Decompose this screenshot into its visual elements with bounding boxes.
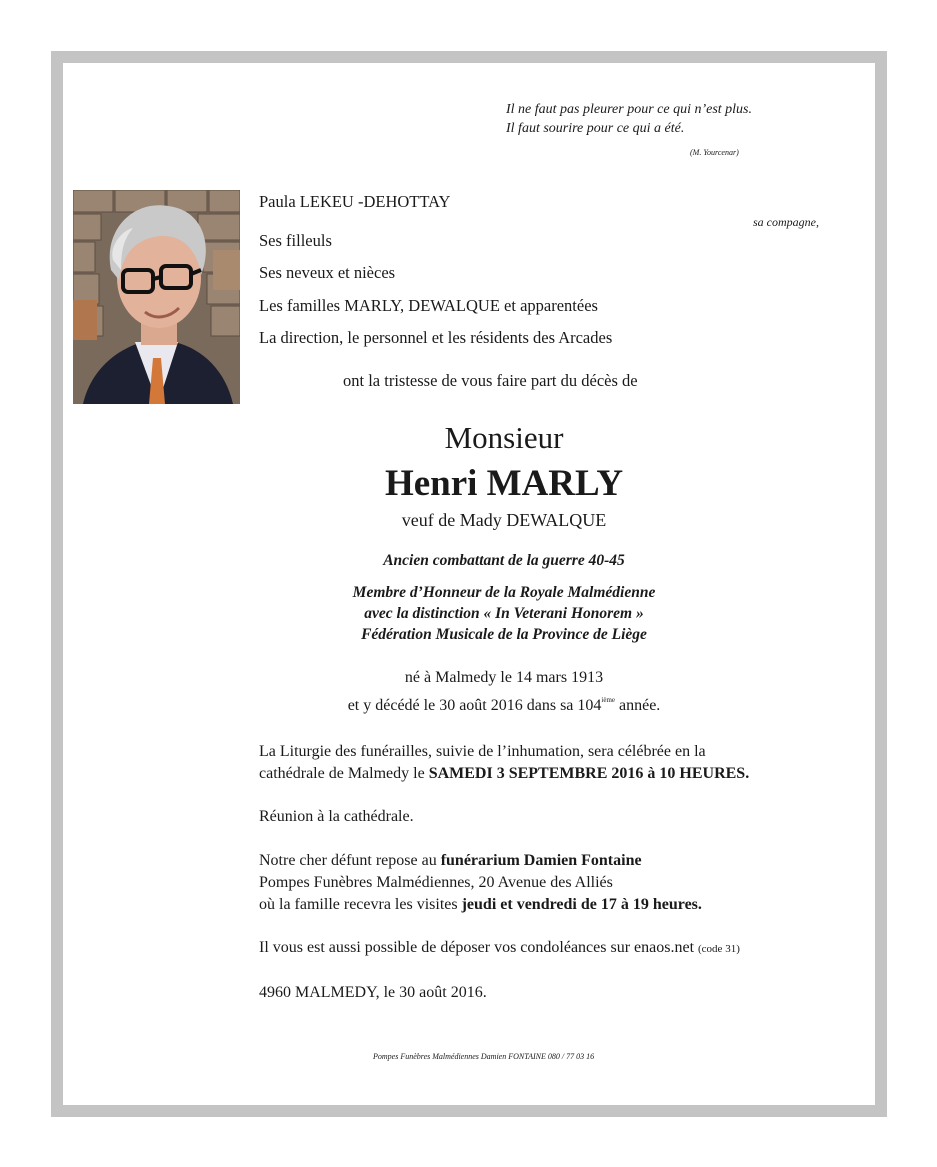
announcement-text: ont la tristesse de vous faire part du décès de <box>343 371 638 390</box>
funeral-line-2 <box>259 763 749 785</box>
condolences-code: (code 31) <box>698 943 740 955</box>
funerarium-intro: Notre cher défunt repose au <box>259 852 437 869</box>
death-date-text: et y décédé le 30 août 2016 dans sa 104 <box>347 697 602 714</box>
family-line-partner-note: sa compagne, <box>753 215 819 229</box>
funeral-date-time: SAMEDI 3 SEPTEMBRE 2016 à 10 HEURES. <box>428 765 750 782</box>
portrait-illustration <box>73 190 240 404</box>
condolences-text: Il vous est aussi possible de déposer vos condoléances sur enaos.net <box>259 939 695 956</box>
deceased-name: Henri MARLY <box>384 463 624 504</box>
birth-date: né à Malmedy le 14 mars 1913 <box>404 669 604 686</box>
deceased-spouse: veuf de Mady DEWALQUE <box>401 510 607 530</box>
honor-federation: Fédération Musicale de la Province de Liège <box>361 626 647 643</box>
meeting-text: Réunion à la cathédrale. <box>259 808 414 825</box>
death-date <box>254 689 754 717</box>
family-line-families: Les familles MARLY, DEWALQUE et apparentées <box>259 296 598 315</box>
condolences-line <box>259 937 740 960</box>
funerarium-name: funérarium Damien Fontaine <box>440 852 642 869</box>
honor-veteran: Ancien combattant de la guerre 40-45 <box>383 552 625 569</box>
deceased-title: Monsieur <box>444 420 564 455</box>
funerarium-line-3 <box>259 894 702 916</box>
visits-schedule: jeudi et vendredi de 17 à 19 heures. <box>461 896 702 913</box>
quote-line-1: Il ne faut pas pleurer pour ce qui n’est plus. <box>506 102 753 117</box>
place-date: 4960 MALMEDY, le 30 août 2016. <box>259 984 487 1001</box>
funeral-location: cathédrale de Malmedy le <box>259 765 425 782</box>
honor-distinction: avec la distinction « In Veterani Honorem » <box>364 605 644 622</box>
funeral-line-1: La Liturgie des funérailles, suivie de l’inhumation, sera célébrée en la <box>259 743 706 760</box>
funerarium-address: Pompes Funèbres Malmédiennes, 20 Avenue des Alliés <box>259 874 613 891</box>
visits-intro: où la famille recevra les visites <box>259 896 458 913</box>
family-line-nephews: Ses neveux et nièces <box>259 263 396 282</box>
quote-line-2: Il faut sourire pour ce qui a été. <box>506 121 685 136</box>
footer-funeral-home: Pompes Funèbres Malmédiennes Damien FONTAINE 080 / 77 03 16 <box>373 1052 595 1061</box>
honor-member: Membre d’Honneur de la Royale Malmédienne <box>352 584 656 601</box>
portrait-photo <box>73 190 240 404</box>
death-date-ordinal: ième <box>601 696 615 704</box>
quote-author: (M. Yourcenar) <box>690 148 739 157</box>
family-line-arcades: La direction, le personnel et les résidents des Arcades <box>259 328 613 347</box>
funerarium-line-1 <box>259 850 642 872</box>
death-date-suffix: année. <box>619 697 661 714</box>
family-line-partner: Paula LEKEU -DEHOTTAY <box>259 192 451 211</box>
family-line-godchildren: Ses filleuls <box>259 231 332 250</box>
